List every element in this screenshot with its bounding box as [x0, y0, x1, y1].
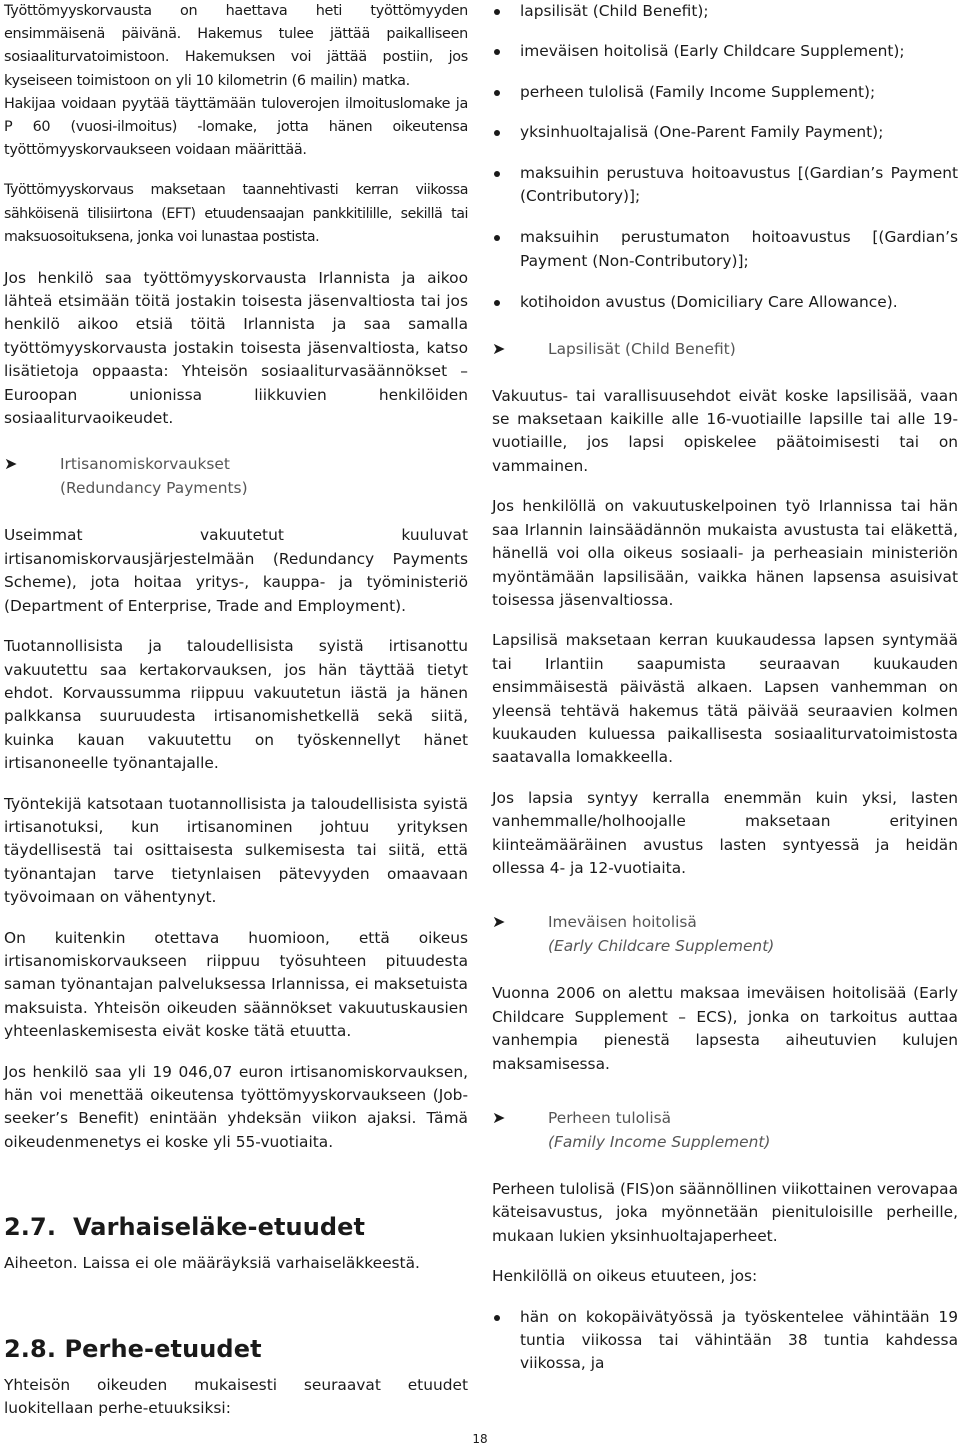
bullet-icon	[494, 300, 500, 306]
paragraph: Työttömyyskorvausta on haettava heti työttömyyden ensimmäisenä päivänä. Hakemus tulee jättää paikalliseen sosiaaliturvatoimistoon. Hakemuksen voi jättää postiin, jos kyseiseen toimistoon on yli 10 kilometrin (6 mailin) matka.	[4, 3, 468, 89]
list-item: lapsilisät (Child Benefit);	[492, 0, 958, 23]
right-column	[492, 0, 958, 1376]
list-item: hän on kokopäivätyössä ja työskentelee vähintään 19 tuntia viikossa tai vähintään 38 tuntia kahdessa viikossa, ja	[492, 1306, 958, 1376]
bullet-icon	[494, 90, 500, 96]
paragraph: On kuitenkin otettava huomioon, että oikeus irtisanomiskorvaukseen riippuu työsuhteen pituudesta saman työnantajan palveluksessa Irlannissa, ei maksetuista maksuista. Yhteisön oikeuden säännökset vakuutuskausien yhteenlaskemisesta eivät koske tätä etuutta.	[4, 928, 468, 1041]
section-heading-line: (Redundancy Payments)	[60, 479, 248, 498]
bullet-icon	[494, 130, 500, 136]
list-item: maksuihin perustuva hoitoavustus [(Gardian’s Payment (Contributory)];	[492, 162, 958, 209]
left-column	[4, 0, 468, 1437]
section-heading-line: (Early Childcare Supplement)	[548, 937, 775, 956]
arrow-bullet-icon: ➤	[492, 912, 506, 932]
section-title-family-benefits: 2.8. Perhe-etuudet	[4, 1334, 262, 1363]
paragraph: Hakijaa voidaan pyytää täyttämään tuloverojen ilmoituslomake ja P 60 (vuosi-ilmoitus) -lomake, jotta hänen oikeutensa työttömyyskorvaukseen voidaan määrittää.	[4, 95, 468, 159]
paragraph: Jos henkilö saa työttömyyskorvausta Irlannista ja aikoo lähteä etsimään töitä jostakin toisesta jäsenvaltiosta tai jos henkilö aikoo etsiä töitä Irlannista ja saa samalla työttömyyskorvausta jostakin toisesta jäsenvaltiosta, katso lisätietoja oppaasta: Yhteisön sosiaaliturvasäännökset – Euroopan unionissa liikkuvien henkilöiden sosiaaliturvaoikeudet.	[4, 268, 468, 428]
paragraph: Perheen tulolisä (FIS)on säännöllinen viikottainen verovapaa käteisavustus, joka myönnetään pienituloisille perheille, mukaan lukien yksinhuoltajaperheet.	[492, 1180, 958, 1245]
arrow-bullet-icon: ➤	[492, 1108, 506, 1127]
section-heading-line: Imeväisen hoitolisä	[548, 913, 697, 932]
section-heading-line: Lapsilisät (Child Benefit)	[548, 339, 736, 358]
paragraph: Jos henkilöllä on vakuutuskelpoinen työ Irlannissa tai hän saa Irlannin lainsäädännön mukaista avustusta tai eläkettä, hänellä voi olla oikeus sosiaali- ja perheasiain ministeriön myöntämään lapsilisään, vaikka hänen lapsensa asuisivat toisessa jäsenvaltiossa.	[492, 497, 958, 609]
paragraph: Henkilöllä on oikeus etuuteen, jos:	[492, 1267, 758, 1286]
list-item: yksinhuoltajalisä (One-Parent Family Payment);	[492, 121, 958, 144]
list-item: imeväisen hoitolisä (Early Childcare Supplement);	[492, 40, 958, 63]
section-heading-child-benefit	[492, 337, 958, 361]
section-heading-early-childcare	[492, 910, 958, 958]
paragraph: Tuotannollisista ja taloudellisista syistä irtisanottu vakuutettu saa kertakorvauksen, jos hän täyttää tietyt ehdot. Korvaussumma riippuu vakuutetun iästä ja hänen palkkansa suuruudesta irtisanomishetkellä sekä siitä, kuinka kauan vakuutettu on työskennellyt hänet irtisanoneelle työnantajalle.	[4, 637, 468, 773]
paragraph: Työntekijä katsotaan tuotannollisista ja taloudellisista syistä irtisanotuksi, kun irtisanominen johtuu yrityksen täydellisestä tai osittaisesta sulkemisesta tai siitä, että työnantajan tarve tietynlaisen pätevyyden omaavaan työvoimaan on vähentynyt.	[4, 794, 468, 907]
paragraph: Aiheeton. Laissa ei ole määräyksiä varhaiseläkkeestä.	[4, 1254, 420, 1273]
paragraph: Vakuutus- tai varallisuusehdot eivät koske lapsilisää, vaan se maksetaan kaikille alle 16-vuotiaille lapsille tai alle 19-vuotiaille, jos lapsi opiskelee päätoimisesti tai on vammainen.	[492, 386, 958, 475]
paragraph: Työttömyyskorvaus maksetaan taannehtivasti kerran viikossa sähköisenä tilisiirtona (EFT) etuudensaajan pankkitilille, sekillä tai maksuosoituksena, jonka voi lunastaa postista.	[4, 182, 468, 246]
paragraph: Useimmat vakuutetut kuuluvat irtisanomiskorvausjärjestelmään (Redundancy Payments Scheme), jota hoitaa yritys-, kauppa- ja työministeriö (Department of Enterprise, Trade and Employment).	[4, 526, 468, 615]
bullet-icon	[494, 49, 500, 55]
section-heading-line: Irtisanomiskorvaukset	[60, 455, 230, 474]
list-item: maksuihin perustumaton hoitoavustus [(Gardian’s Payment (Non-Contributory)];	[492, 226, 958, 273]
bullet-icon	[494, 1315, 500, 1321]
section-title-early-retirement: 2.7. Varhaiseläke-etuudet	[4, 1213, 366, 1242]
list-item: kotihoidon avustus (Domiciliary Care Allowance).	[492, 291, 958, 314]
arrow-bullet-icon: ➤	[4, 454, 18, 474]
bullet-icon	[494, 235, 500, 241]
eligibility-list	[492, 1306, 958, 1376]
paragraph: Vuonna 2006 on alettu maksaa imeväisen hoitolisää (Early Childcare Supplement – ECS), jonka on tarkoitus auttaa vanhempia pienestä lapsesta aiheutuvien kulujen maksamisessa.	[492, 984, 958, 1073]
bullet-icon	[494, 9, 500, 15]
section-heading-redundancy	[4, 452, 468, 500]
paragraph: Lapsilisä maksetaan kerran kuukaudessa lapsen syntymää tai Irlantiin saapumista seuraavan kuukauden ensimmäisestä päivästä alkaen. Lapsen vanhemman on yleensä tehtävä hakemus tätä päivää seuraavien kolmen kuukauden kuluessa paikallisesta sosiaaliturvatoimistosta saatavalla lomakkeella.	[492, 631, 958, 767]
list-item: perheen tulolisä (Family Income Supplement);	[492, 81, 958, 104]
arrow-bullet-icon: ➤	[492, 338, 506, 358]
benefit-list	[492, 0, 958, 315]
paragraph: Jos henkilö saa yli 19 046,07 euron irtisanomiskorvauksen, hän voi menettää oikeutensa työttömyyskorvaukseen (Job-seeker’s Benefit) enintään yhdeksän viikon ajaksi. Tämä oikeudenmenetys ei koske yli 55-vuotiaita.	[4, 1062, 468, 1151]
bullet-icon	[494, 171, 500, 177]
section-heading-line: Perheen tulolisä	[548, 1109, 672, 1127]
paragraph: Yhteisön oikeuden mukaisesti seuraavat etuudet luokitellaan perhe-etuuksiksi:	[4, 1375, 468, 1418]
page-number: 18	[472, 1432, 488, 1446]
paragraph: Jos lapsia syntyy kerralla enemmän kuin yksi, lasten vanhemmalle/holhoojalle maksetaan erityinen kiinteämääräinen avustus lasten syntyessä ja heidän ollessa 4- ja 12-vuotiaita.	[492, 788, 958, 877]
section-heading-line: (Family Income Supplement)	[548, 1133, 771, 1151]
section-heading-family-income	[492, 1106, 958, 1154]
